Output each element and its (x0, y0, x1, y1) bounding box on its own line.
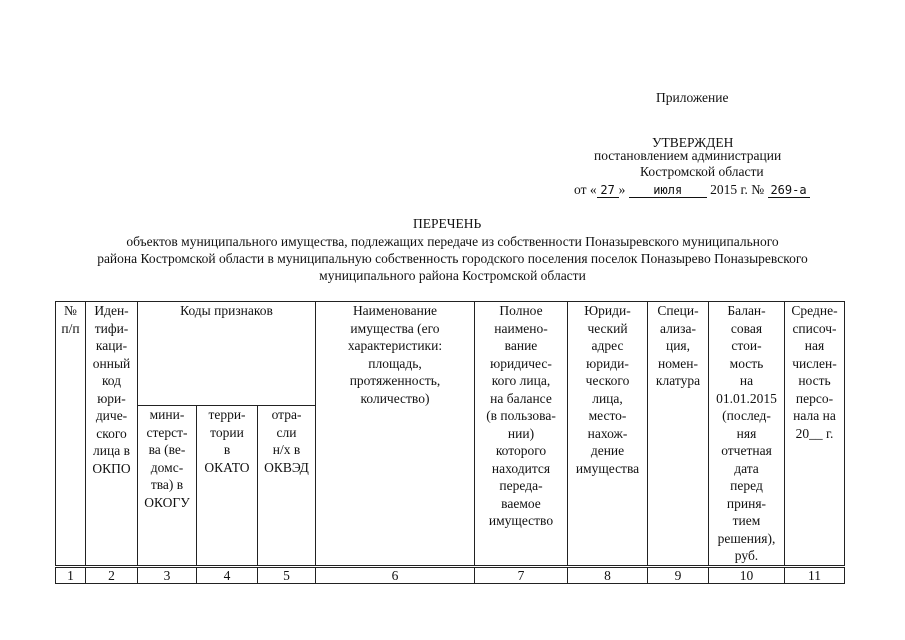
header-line: 20__ г. (795, 425, 834, 441)
header-line: юриди- (586, 355, 629, 371)
header-line: приня- (726, 495, 767, 511)
header-line: мини- (149, 407, 185, 423)
header-line: перед (730, 478, 763, 493)
header-cell-okved (258, 406, 316, 566)
header-line: Специ- (657, 303, 699, 318)
header-line: ского (96, 425, 127, 441)
header-line: каци- (95, 338, 128, 353)
date-year: 2015 г. № (710, 182, 765, 197)
header-cell-specialization (648, 302, 709, 567)
header-line: ваемое (501, 495, 541, 511)
header-line: ная (804, 338, 825, 353)
header-line: (в пользова- (486, 408, 556, 423)
approved-label: УТВЕРЖДЕН (652, 135, 734, 150)
col-number: 7 (475, 566, 568, 583)
header-line: стерст- (146, 424, 188, 440)
header-line: списоч- (792, 320, 837, 336)
header-line: вание (504, 338, 538, 353)
header-line: домс- (150, 459, 184, 475)
header-line: код (101, 373, 122, 388)
header-line: место- (588, 408, 627, 423)
header-line: лица в (93, 443, 130, 458)
header-line: которого (495, 443, 547, 458)
header-line: Иден- (94, 303, 129, 318)
header-line: руб. (734, 548, 759, 563)
header-cell-book-value (709, 302, 785, 567)
header-line: в (223, 442, 231, 458)
header-line: юридичес- (490, 355, 552, 371)
header-line: отчетная (721, 443, 772, 458)
col-number: 9 (648, 566, 709, 583)
header-line: номен- (658, 355, 698, 371)
header-cell-number (56, 302, 86, 567)
header-line: количество) (360, 390, 430, 406)
doc-number: 269-а (768, 183, 810, 198)
header-line: тием (732, 513, 761, 528)
header-line: дата (734, 460, 759, 476)
col-number: 6 (316, 566, 475, 583)
header-line: сли (276, 424, 297, 440)
header-line: на (739, 373, 754, 388)
header-line: на балансе (490, 390, 552, 406)
date-line (574, 182, 810, 198)
header-line: юри- (97, 390, 126, 406)
header-line: нии) (507, 425, 535, 441)
header-line: ва (ве- (148, 442, 186, 458)
title-line-1: объектов муниципального имущества, подлежащих передаче из собственности Поназыревского муниципального (126, 234, 779, 249)
header-line: находится (491, 460, 551, 476)
header-line: ОКВЭД (264, 459, 309, 475)
header-line: терри- (208, 407, 246, 423)
header-cell-codes: Коды признаков (138, 302, 316, 406)
header-line: ОКОГУ (144, 494, 190, 510)
col-number: 10 (709, 566, 785, 583)
header-cell-property-name (316, 302, 475, 567)
header-line: Средне- (791, 303, 838, 318)
header-line: нахож- (587, 425, 628, 441)
col-number: 5 (258, 566, 316, 583)
header-line: адрес (591, 338, 624, 353)
header-line: онный (92, 355, 131, 371)
header-cell-okogu (138, 406, 197, 566)
header-cell-okpo (86, 302, 138, 567)
header-line: лица, (592, 390, 623, 406)
header-cell-legal-address (568, 302, 648, 567)
header-line: клатура (655, 373, 701, 388)
header-line: совая (730, 320, 763, 336)
header-cell-staff (785, 302, 845, 567)
header-line: ческого (585, 373, 630, 388)
header-line: Полное (499, 303, 543, 318)
header-line: имущество (488, 513, 554, 528)
date-month: июля (629, 183, 707, 198)
header-cell-okato (197, 406, 258, 566)
header-line: протяженность, (349, 373, 441, 388)
header-line: персо- (795, 390, 834, 406)
header-line: ция, (665, 338, 691, 353)
title-line-2: района Костромской области в муниципальную собственность городского поселения поселок Поназырево Поназыревского (97, 251, 808, 266)
property-table (55, 301, 845, 584)
header-line: характеристики: (347, 338, 443, 353)
resolution-label: постановлением администрации (594, 148, 782, 163)
date-prefix: от « (574, 182, 597, 197)
column-number-row (56, 566, 845, 583)
header-line: Балан- (727, 303, 766, 318)
header-line: № (64, 303, 77, 318)
header-line: ОКПО (92, 460, 131, 476)
header-line: п/п (61, 320, 80, 336)
header-line: Юриди- (584, 303, 631, 318)
header-line: стои- (731, 338, 762, 353)
header-line: 01.01.2015 (716, 390, 777, 406)
title-line-3: муниципального района Костромской области (319, 268, 586, 283)
region-label: Костромской области (640, 164, 764, 179)
header-line: н/х в (272, 442, 301, 458)
header-line: площадь, (368, 355, 422, 371)
date-day: 27 (597, 183, 619, 198)
header-line: нала на (793, 408, 836, 423)
col-number: 4 (197, 566, 258, 583)
header-line: переда- (499, 478, 543, 493)
header-line: имущества (575, 460, 640, 476)
header-line: (послед- (722, 408, 771, 423)
header-line: ность (798, 373, 831, 388)
header-line: числен- (792, 355, 837, 371)
header-line: тва) в (150, 477, 184, 493)
header-line: решения), (717, 530, 776, 546)
header-line: кого лица, (491, 373, 551, 388)
col-number: 11 (785, 566, 845, 583)
header-line: ческий (587, 320, 628, 336)
appendix-label: Приложение (656, 90, 729, 105)
header-line: дение (590, 443, 625, 458)
header-line: тифи- (94, 320, 129, 336)
header-line: мость (729, 355, 764, 371)
col-number: 3 (138, 566, 197, 583)
header-line: Наименование (352, 303, 438, 318)
header-line: имущества (его (350, 320, 440, 336)
header-line: няя (736, 425, 757, 441)
col-number: 8 (568, 566, 648, 583)
col-number: 1 (56, 566, 86, 583)
date-close: » (618, 182, 626, 197)
header-line: диче- (95, 408, 128, 423)
header-line: наимено- (494, 320, 548, 336)
header-line: ОКАТО (204, 459, 250, 475)
col-number: 2 (86, 566, 138, 583)
header-cell-legal-entity (475, 302, 568, 567)
list-heading: ПЕРЕЧЕНЬ (413, 216, 482, 231)
header-line: отра- (271, 407, 302, 423)
header-line: тории (210, 424, 244, 440)
header-line: ализа- (660, 320, 696, 336)
